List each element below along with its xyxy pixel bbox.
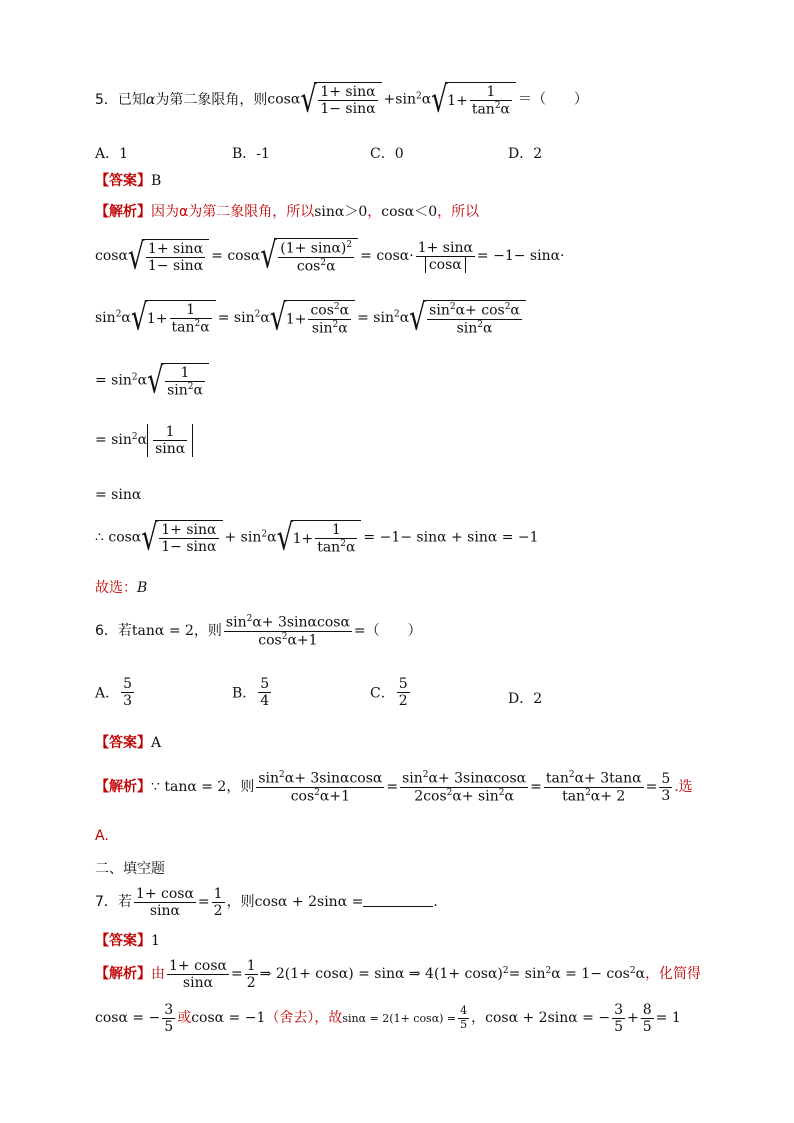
solution-6: 【解析】∵ tanα = 2，则 $\frac{\sin^2\alpha+ 3\sin\alpha\cos\alpha}{\cos^2\alpha+1}$ = $\frac{\sin^2\alpha+ 3\sin\alpha\cos\alpha}{2\cos^2\alpha+ \sin^2\alpha}$ = $\frac{\tan^2\alpha+ 3\tan\alpha}{\tan^2\alpha+ 2}$ = $\frac{5}{3}$ .选 bbox=[95, 770, 693, 805]
option-b: B．-1 bbox=[232, 146, 270, 162]
answer-6: 【答案】A bbox=[95, 735, 162, 751]
solution-5-line-2: $\sin^2\alpha√$ 1+ $\frac{1}{\tan^2\alpha}$ = $\sin^2\alpha√$ 1+ $\frac{\cos^2\alpha}{\sin^2\alpha}$ = $\sin^2\alpha$ √ $\frac{\sin^2\alpha+ \cos^2\alpha}{\sin^2\alpha}$ bbox=[95, 300, 528, 337]
option-6a: A． $\frac{5}{3}$ bbox=[95, 676, 133, 710]
solution-7-line-2: cosα = − $\frac{3}{5}$ 或cosα = −1（舍去），故sinα = 2(1+ cosα) = $\frac{4}{5}$ ，cosα + 2sinα = − $\frac{3}{5}$ + $\frac{8}{5}$ = 1 bbox=[95, 1002, 681, 1036]
question-7-stem: 7．若 $\frac{1+ \cos\alpha}{\sin\alpha}$ = $\frac{1}{2}$ ，则cosα + 2sinα = ． bbox=[95, 886, 448, 920]
solution-5-line-6: ∴ cosα √ $\frac{1+ \sin\alpha}{1- \sin\alpha}$ + $\sin^2\alpha√$ 1+ $\frac{1}{\tan^2\alpha}$ = −1− sinα + sinα = −1 bbox=[95, 520, 539, 556]
solution-5-line-1: cosα √ $\frac{1+ \sin\alpha}{1- \sin\alpha}$ = cosα √ $\frac{(1+ \sin\alpha)^2}{\cos^2\alpha}$ = cosα· $\frac{1+ \sin\alpha}{\cos\alpha}$ = −1− sinα· bbox=[95, 238, 565, 275]
question-6-stem: 6．若tanα = 2，则 $\frac{\sin^2\alpha+ 3\sin\alpha\cos\alpha}{\cos^2\alpha+1}$ =（ ） bbox=[95, 614, 422, 649]
solution-5-intro: 【解析】因为α为第二象限角，所以sinα＞0，cosα＜0，所以 bbox=[95, 204, 480, 220]
sqrt-1: √ $\frac{1+ \sin\alpha}{1- \sin\alpha}$ bbox=[302, 82, 381, 117]
solution-6-choice: A. bbox=[95, 828, 109, 844]
section-2-title: 二、填空题 bbox=[95, 861, 165, 877]
solution-5-line-3: = $\sin^2\alpha$ √ $\frac{1}{\sin^2\alpha}$ bbox=[95, 363, 211, 399]
answer-5: 【答案】B bbox=[95, 173, 162, 189]
solution-5-choice: 故选：B bbox=[95, 580, 148, 596]
solution-7-line-1: 【解析】由 $\frac{1+ \cos\alpha}{\sin\alpha}$ = $\frac{1}{2}$ ⇒ 2(1+ cosα) = sinα ⇒ $4(1+ \cos\alpha)^2= \sin^2\alpha = 1- \cos^2\alpha$，化简得 bbox=[95, 958, 702, 992]
option-6c: C． $\frac{5}{2}$ bbox=[370, 676, 408, 710]
option-6d: D．2 bbox=[508, 691, 543, 707]
option-d: D．2 bbox=[508, 146, 543, 162]
option-c: C．0 bbox=[370, 146, 404, 162]
answer-blank bbox=[363, 894, 433, 907]
question-5-stem: 5．已知α为第二象限角，则cosα √ $\frac{1+ \sin\alpha}{1- \sin\alpha}$ $+\sin^2\alpha√$ 1+ $\frac{1}{\tan^2\alpha}$ ＝（ ） bbox=[95, 82, 588, 118]
option-a: A．1 bbox=[95, 146, 129, 162]
option-6b: B． $\frac{5}{4}$ bbox=[232, 676, 270, 710]
solution-5-line-4: = $\sin^2\alpha$ $\frac{1}{\sin\alpha}$ bbox=[95, 424, 193, 457]
solution-5-line-5: = sinα bbox=[95, 487, 142, 503]
sqrt-2: √ 1+ $\frac{1}{\tan^2\alpha}$ bbox=[433, 82, 516, 118]
answer-7: 【答案】1 bbox=[95, 933, 160, 949]
